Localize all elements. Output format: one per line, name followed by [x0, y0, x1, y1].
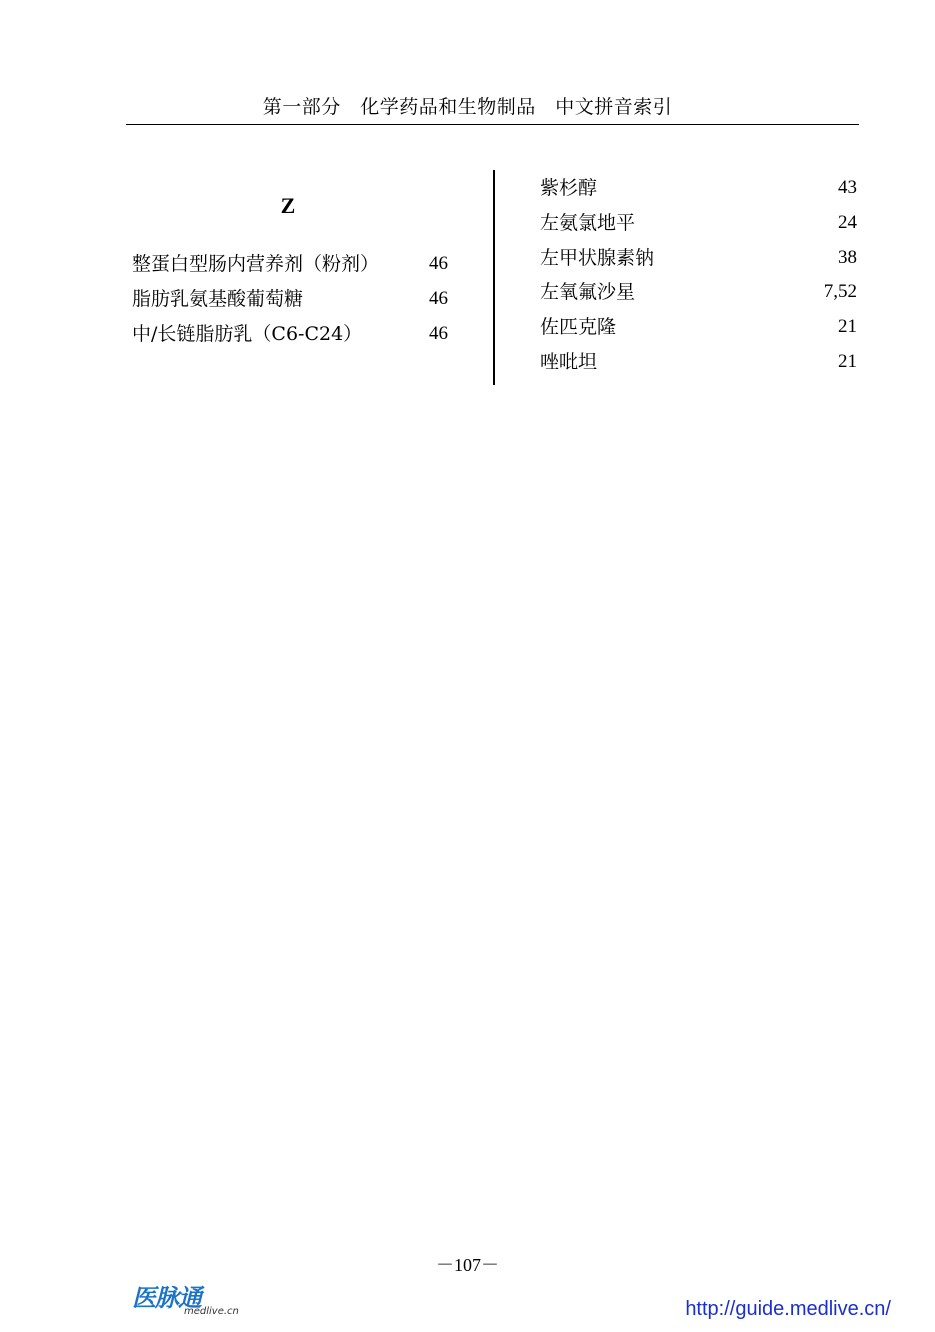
index-entry: [540, 174, 857, 209]
index-list-left: [132, 250, 448, 354]
entry-name: 紫杉醇: [540, 177, 598, 199]
index-entry: [540, 209, 857, 244]
footer-url-link[interactable]: http://guide.medlive.cn/: [685, 1298, 891, 1320]
entry-name: 中/长链脂肪乳（C6-C24）: [132, 322, 363, 345]
entry-page: 46: [429, 253, 448, 274]
column-divider: [493, 170, 495, 385]
section-letter: Z: [280, 193, 296, 218]
index-entry: [540, 313, 857, 348]
index-entry: [132, 285, 448, 320]
index-entry: [540, 278, 857, 313]
index-entry: [132, 250, 448, 285]
entry-page: 46: [429, 287, 448, 309]
entry-page: 43: [838, 177, 857, 198]
index-entry: [132, 320, 448, 355]
entry-name: 整蛋白型肠内营养剂（粉剂）: [132, 253, 380, 275]
entry-page: 24: [838, 211, 857, 233]
entry-page: 7,52: [823, 281, 857, 303]
entry-name: 左氧氟沙星: [540, 281, 636, 304]
entry-page: 46: [429, 322, 448, 344]
index-entry: [540, 348, 857, 383]
index-entry: [540, 244, 857, 279]
logo-subtext: medlive.cn: [184, 1306, 239, 1317]
entry-name: 左氨氯地平: [540, 211, 636, 234]
page-number: －107－: [436, 1255, 499, 1275]
entry-page: 38: [838, 246, 857, 268]
index-list-right: [540, 174, 857, 383]
logo-text: 医脉通: [132, 1284, 201, 1312]
entry-name: 左甲状腺素钠: [540, 246, 655, 269]
page-header-title: 第一部分 化学药品和生物制品 中文拼音索引: [262, 96, 673, 118]
entry-name: 脂肪乳氨基酸葡萄糖: [132, 287, 304, 310]
entry-page: 21: [838, 350, 857, 372]
entry-page: 21: [838, 316, 857, 338]
entry-name: 佐匹克隆: [540, 316, 617, 339]
header-rule: [126, 124, 859, 125]
entry-name: 唑吡坦: [540, 350, 598, 373]
medlive-logo: [132, 1278, 242, 1324]
